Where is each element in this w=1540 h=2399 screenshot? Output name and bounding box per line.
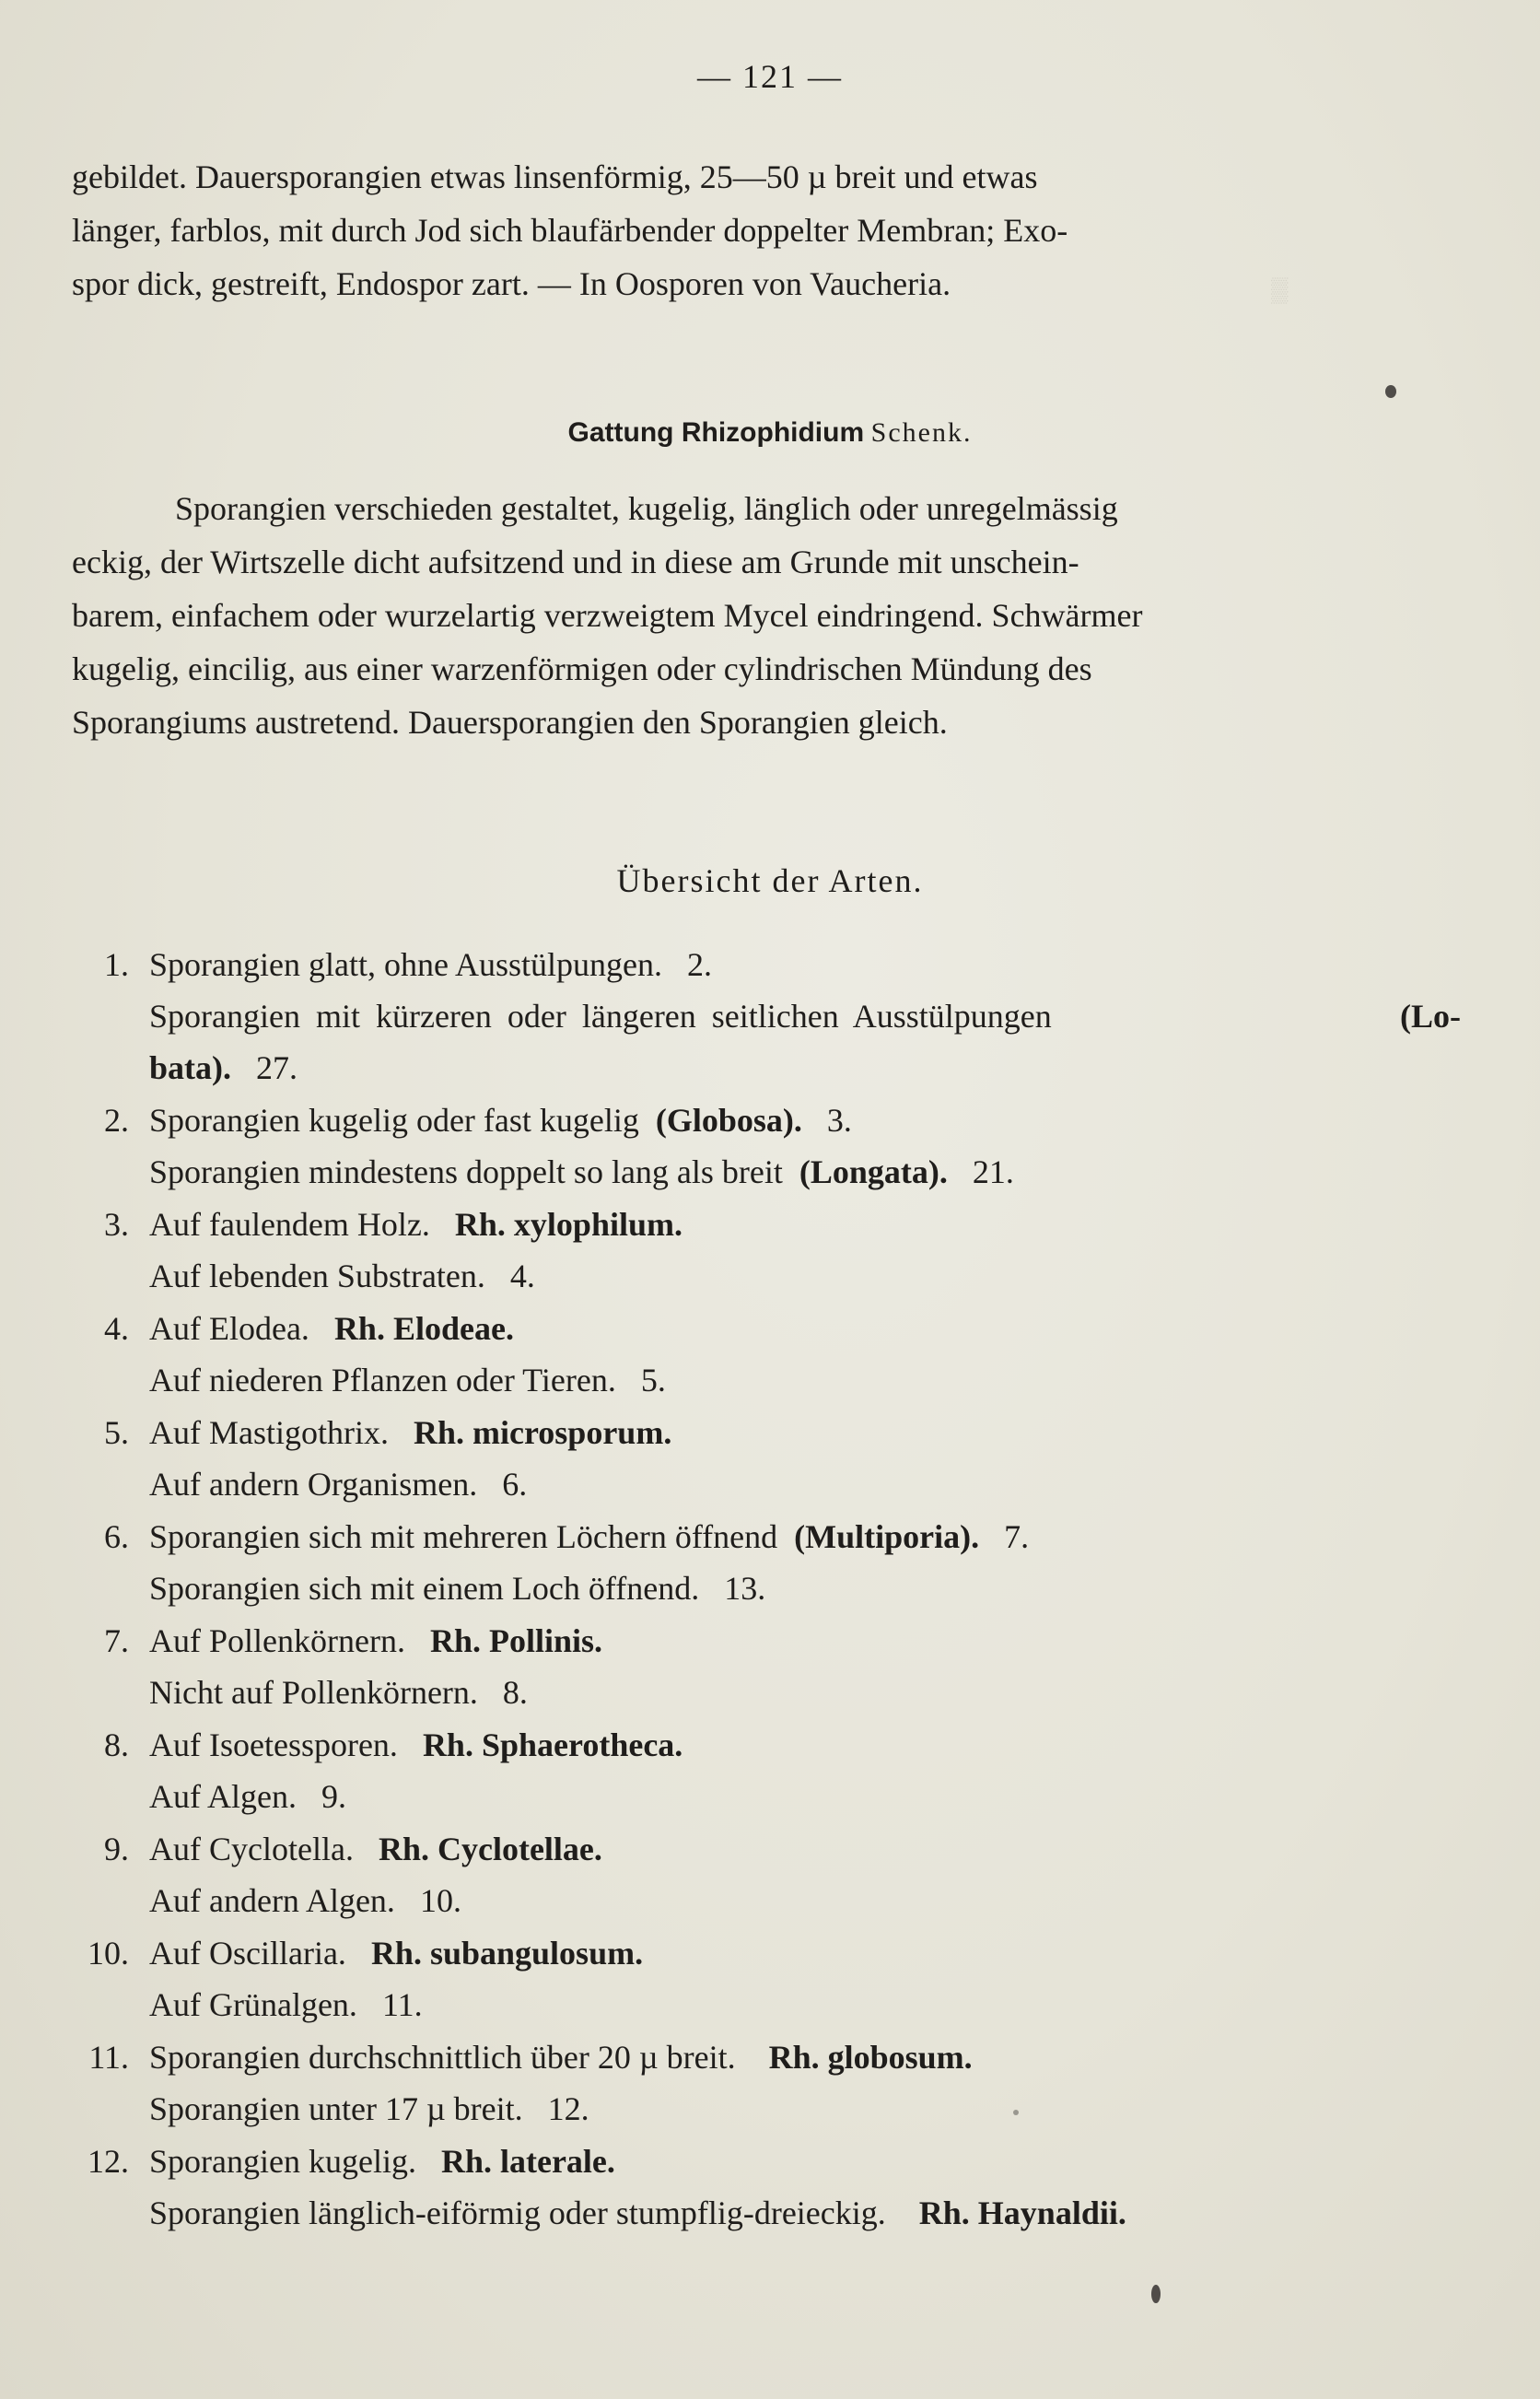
species-name: Rh. microsporum. — [413, 1414, 672, 1451]
key-option-a: Sporangien kugelig. — [149, 2143, 416, 2180]
ink-spot — [1151, 2285, 1161, 2303]
key-ref: 5. — [640, 1362, 666, 1398]
key-entry — [0, 1718, 1540, 1772]
description-line: kugelig, eincilig, aus einer warzenförmigen oder cylindrischen Mündung des — [72, 650, 1092, 687]
key-option-b: Auf Grünalgen. — [149, 1986, 357, 2023]
key-ref: 11. — [381, 1986, 423, 2023]
species-name: Rh. Elodeae. — [333, 1310, 514, 1347]
description-line: Sporangiums austretend. Dauersporangien den Sporangien gleich. — [72, 704, 948, 741]
key-entry — [0, 1822, 1540, 1876]
key-text — [149, 1249, 535, 1303]
key-number: 7. — [104, 1622, 129, 1659]
key-ref: 6. — [502, 1466, 528, 1503]
key-option-b: Auf niederen Pflanzen oder Tieren. — [149, 1362, 616, 1398]
key-ref: 2. — [686, 946, 712, 983]
key-text — [149, 1718, 682, 1772]
key-number: 1. — [104, 946, 129, 983]
genus-author: Schenk. — [870, 417, 973, 448]
genus-name: Gattung Rhizophidium — [567, 417, 865, 448]
bleed-through-texture: ▒ — [1271, 276, 1289, 303]
key-ref: 10. — [419, 1882, 461, 1919]
key-number: 9. — [104, 1831, 129, 1867]
key-entry-alt — [0, 989, 1540, 1043]
key-ref: 21. — [972, 1153, 1014, 1190]
key-text — [149, 1198, 682, 1251]
key-text — [149, 1614, 602, 1668]
species-name: Rh. subangulosum. — [370, 1935, 644, 1972]
ink-spot — [1385, 385, 1396, 398]
key-option-a: Sporangien sich mit mehreren Löchern öffnend — [149, 1518, 778, 1555]
overview-title: Übersicht der Arten. — [616, 862, 924, 899]
intro-line: spor dick, gestreift, Endospor zart. — In Oosporen von Vaucheria. — [72, 265, 951, 302]
key-entry-alt — [0, 1353, 1540, 1407]
key-text — [149, 989, 1052, 1043]
key-entry — [0, 938, 1540, 991]
species-name: Rh. Cyclotellae. — [378, 1831, 602, 1867]
key-entry — [0, 2030, 1540, 2084]
page-number: — 121 — — [697, 58, 843, 95]
key-number: 12. — [88, 2143, 129, 2180]
key-option-a: Auf faulendem Holz. — [149, 1206, 430, 1243]
species-name: Rh. Sphaerotheca. — [422, 1726, 683, 1763]
key-text — [149, 2030, 973, 2084]
key-option-b: Auf lebenden Substraten. — [149, 1258, 485, 1294]
key-text — [149, 1302, 514, 1355]
key-number: 5. — [104, 1414, 129, 1451]
group-name: (Globosa). — [655, 1102, 802, 1139]
group-name: (Lo- — [1400, 998, 1461, 1035]
description-line: Sporangien verschieden gestaltet, kugelig, länglich oder unregelmässig — [175, 490, 1118, 527]
key-text — [149, 2186, 1126, 2240]
key-option-a: Auf Elodea. — [149, 1310, 309, 1347]
key-ref: 3. — [826, 1102, 852, 1139]
key-option-a: Auf Isoetessporen. — [149, 1726, 398, 1763]
key-option-b: Auf Algen. — [149, 1778, 297, 1815]
key-ref: 9. — [321, 1778, 346, 1815]
key-text — [149, 2082, 589, 2136]
key-ref: 12. — [547, 2090, 589, 2127]
key-option-a: Auf Cyclotella. — [149, 1831, 354, 1867]
key-entry — [0, 1198, 1540, 1251]
key-text — [149, 1770, 346, 1823]
key-text — [149, 1978, 423, 2031]
species-name: Rh. Pollinis. — [429, 1622, 603, 1659]
key-text — [149, 1874, 461, 1927]
key-number: 2. — [104, 1102, 129, 1139]
key-option-a: Sporangien durchschnittlich über 20 µ breit. — [149, 2039, 736, 2076]
key-text — [149, 1666, 528, 1719]
key-entry-alt — [0, 2186, 1540, 2240]
intro-line: länger, farblos, mit durch Jod sich blaufärbender doppelter Membran; Exo- — [72, 212, 1068, 249]
key-ref: 27. — [256, 1049, 298, 1086]
key-option-b: Nicht auf Pollenkörnern. — [149, 1674, 478, 1711]
key-text — [149, 1353, 666, 1407]
key-option-b: Sporangien sich mit einem Loch öffnend. — [149, 1570, 700, 1607]
key-text — [149, 1094, 852, 1147]
species-name: Rh. laterale. — [440, 2143, 615, 2180]
description-line: barem, einfachem oder wurzelartig verzweigtem Mycel eindringend. Schwärmer — [72, 597, 1143, 634]
key-number: 10. — [88, 1935, 129, 1972]
key-entry — [0, 1406, 1540, 1459]
key-text — [149, 1041, 298, 1094]
key-text — [149, 1562, 765, 1615]
intro-line: gebildet. Dauersporangien etwas linsenförmig, 25—50 µ breit und etwas — [72, 158, 1038, 195]
genus-heading — [0, 417, 1540, 449]
key-entry-alt — [0, 1562, 1540, 1615]
key-entry — [0, 1926, 1540, 1980]
key-number: 3. — [104, 1206, 129, 1243]
key-entry-alt — [0, 1874, 1540, 1927]
key-text — [149, 1406, 671, 1459]
group-name: (Longata). — [799, 1153, 948, 1190]
species-name: Rh. xylophilum. — [454, 1206, 682, 1243]
group-name: (Multiporia). — [794, 1518, 980, 1555]
key-number: 11. — [88, 2039, 129, 2076]
key-entry — [0, 1094, 1540, 1147]
key-text — [149, 1822, 602, 1876]
key-ref: 8. — [502, 1674, 528, 1711]
group-name: bata). — [149, 1049, 231, 1086]
key-number: 6. — [104, 1518, 129, 1555]
key-option-b: Auf andern Organismen. — [149, 1466, 478, 1503]
species-name: Rh. Haynaldii. — [918, 2194, 1126, 2231]
key-entry-alt — [0, 1457, 1540, 1511]
key-option-a: Auf Pollenkörnern. — [149, 1622, 405, 1659]
key-entry-alt-cont — [0, 1041, 1540, 1094]
key-option-b: Auf andern Algen. — [149, 1882, 395, 1919]
key-entry-alt — [0, 1978, 1540, 2031]
key-text — [149, 1145, 1014, 1199]
key-entry — [0, 1614, 1540, 1668]
key-ref: 7. — [1004, 1518, 1030, 1555]
key-ref: 13. — [724, 1570, 766, 1607]
key-option-a: Sporangien kugelig oder fast kugelig — [149, 1102, 639, 1139]
key-entry-alt — [0, 2082, 1540, 2136]
key-option-b: Sporangien mindestens doppelt so lang als breit — [149, 1153, 783, 1190]
key-entry-alt — [0, 1249, 1540, 1303]
key-text — [149, 938, 712, 991]
key-entry-alt — [0, 1145, 1540, 1199]
key-text — [149, 1926, 643, 1980]
species-name: Rh. globosum. — [768, 2039, 973, 2076]
key-entry — [0, 2135, 1540, 2188]
key-option-a: Auf Oscillaria. — [149, 1935, 346, 1972]
key-text — [149, 2135, 615, 2188]
key-number: 8. — [104, 1726, 129, 1763]
key-ref: 4. — [509, 1258, 535, 1294]
key-option-a: Sporangien glatt, ohne Ausstülpungen. — [149, 946, 662, 983]
key-option-b: Sporangien mit kürzeren oder längeren seitlichen Ausstülpungen — [149, 998, 1052, 1035]
key-entry-alt — [0, 1770, 1540, 1823]
key-entry — [0, 1302, 1540, 1355]
key-text — [149, 1457, 527, 1511]
key-entry — [0, 1510, 1540, 1563]
key-option-a: Auf Mastigothrix. — [149, 1414, 389, 1451]
key-option-b: Sporangien unter 17 µ breit. — [149, 2090, 523, 2127]
key-option-b: Sporangien länglich-eiförmig oder stumpflig-dreieckig. — [149, 2194, 886, 2231]
key-text — [149, 1510, 1029, 1563]
key-entry-alt — [0, 1666, 1540, 1719]
key-number: 4. — [104, 1310, 129, 1347]
description-line: eckig, der Wirtszelle dicht aufsitzend und in diese am Grunde mit unschein- — [72, 544, 1079, 580]
